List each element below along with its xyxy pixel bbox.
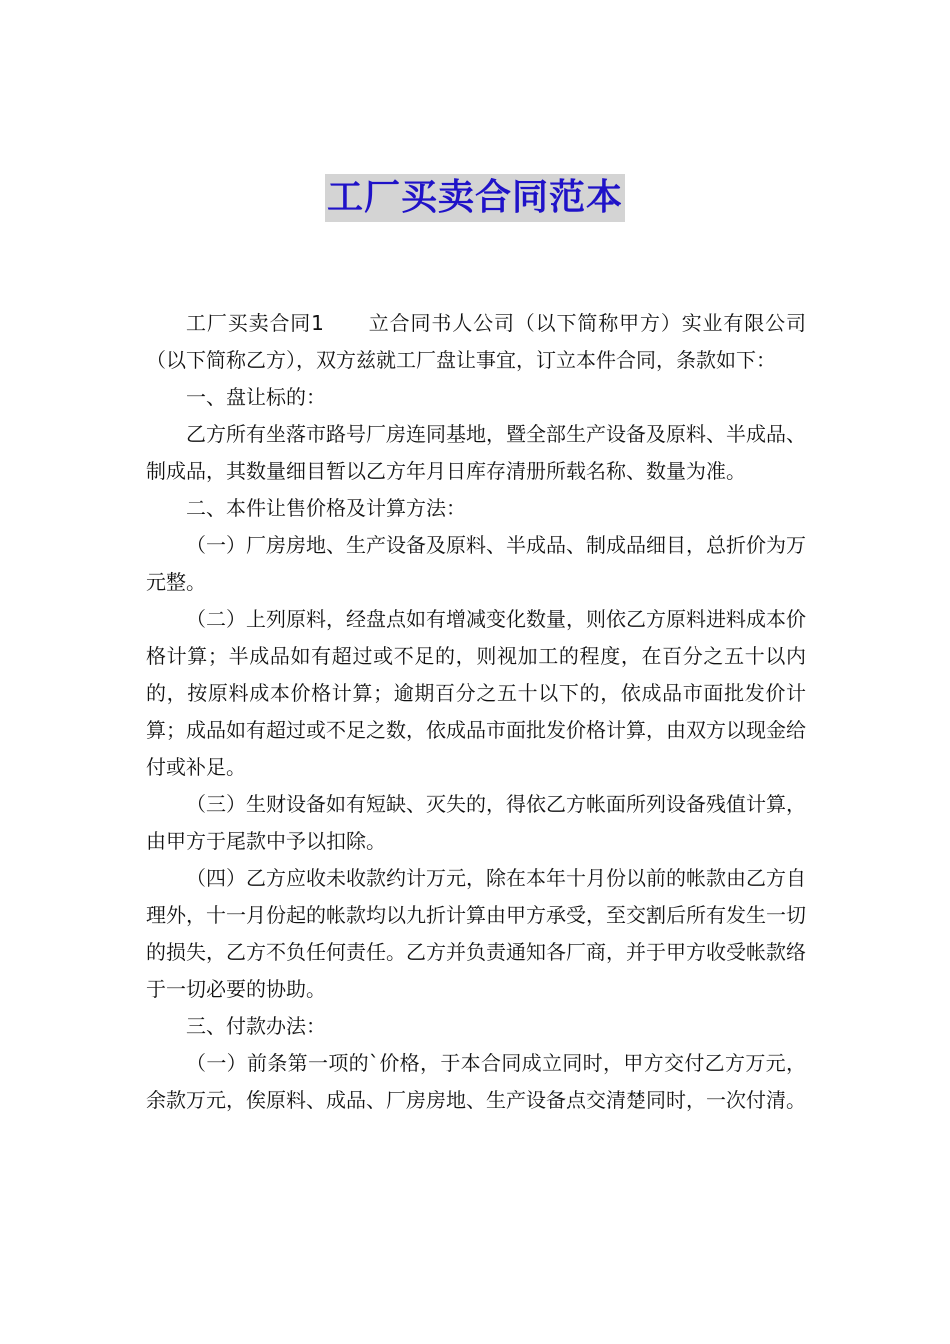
intro-text: 立合同书人公司（以下简称甲方）实业有限公司（以下简称乙方），双方兹就工厂盘让事宜，订立本件合同，条款如下：	[146, 311, 807, 372]
paragraph-clause-3-1: （一）前条第一项的`价格，于本合同成立同时，甲方交付乙方万元，余款万元，俟原料、成品、厂房房地、生产设备点交清楚同时，一次付清。	[146, 1051, 806, 1112]
paragraph-clause-2-3: （三）生财设备如有短缺、灭失的，得依乙方帐面所列设备残值计算，由甲方于尾款中予以扣除。	[146, 792, 806, 853]
paragraph-subject: 乙方所有坐落市路号厂房连同基地，暨全部生产设备及原料、半成品、制成品，其数量细目暂以乙方年月日库存清册所载名称、数量为准。	[146, 422, 806, 483]
document-title: 工厂买卖合同范本	[325, 174, 625, 222]
paragraph-clause-2-1: （一）厂房房地、生产设备及原料、半成品、制成品细目，总折价为万元整。	[146, 533, 806, 594]
section-heading-1: 一、盘让标的：	[186, 385, 326, 409]
paragraph-clause-2-2: （二）上列原料，经盘点如有增减变化数量，则依乙方原料进料成本价格计算；半成品如有超过或不足的，则视加工的程度，在百分之五十以内的，按原料成本价格计算；逾期百分之五十以下的，依成品市面批发价计算；成品如有超过或不足之数，依成品市面批发价格计算，由双方以现金给付或补足。	[146, 607, 806, 779]
paragraph-clause-2-4: （四）乙方应收未收款约计万元，除在本年十月份以前的帐款由乙方自理外，十一月份起的帐款均以九折计算由甲方承受，至交割后所有发生一切的损失，乙方不负任何责任。乙方并负责通知各厂商，并于甲方收受帐款络于一切必要的协助。	[146, 866, 806, 1001]
title-container	[0, 174, 950, 222]
intro-paragraph	[146, 305, 806, 379]
intro-heading: 工厂买卖合同1	[186, 311, 324, 335]
section-heading-2: 二、本件让售价格及计算方法：	[186, 496, 466, 520]
section-heading-3: 三、付款办法：	[186, 1014, 326, 1038]
document-body	[146, 305, 806, 1119]
